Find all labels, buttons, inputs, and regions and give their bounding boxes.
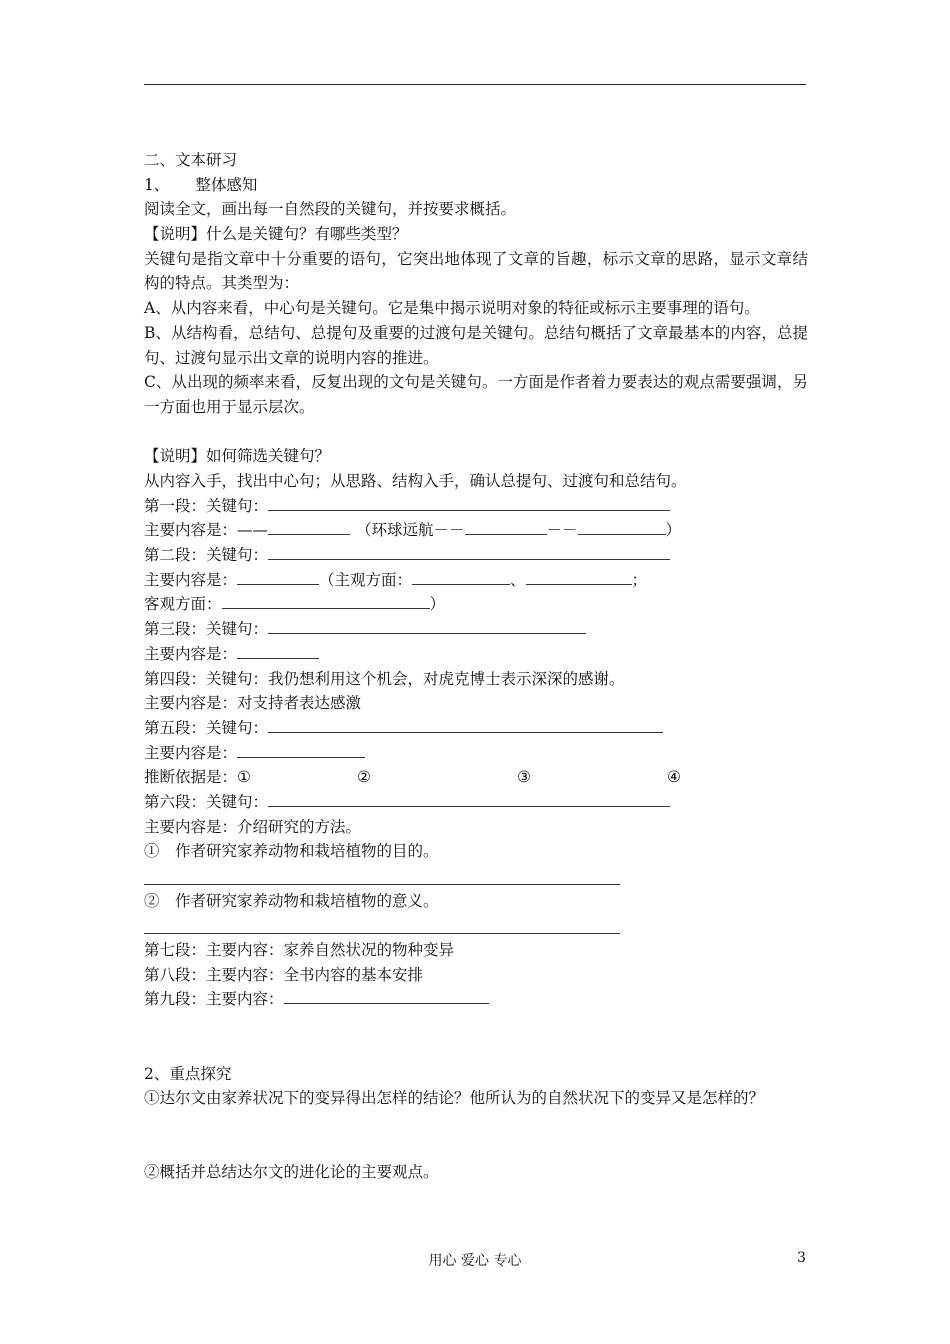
paragraph-7-main: 第七段：主要内容：家养自然状况的物种变异 <box>144 941 455 960</box>
paragraph-3-main: 主要内容是： <box>144 642 808 667</box>
content <box>144 148 808 1185</box>
paragraph-3-key-blank[interactable] <box>268 618 586 634</box>
paragraph-9-main-blank[interactable] <box>284 988 489 1004</box>
spacer <box>144 1136 808 1161</box>
part1-number: 1、 <box>144 175 170 194</box>
paragraph-3-main-blank[interactable] <box>237 643 319 659</box>
answer-line-purpose[interactable] <box>144 864 808 889</box>
paragraph-2-objective-blank[interactable] <box>222 593 430 609</box>
question-purpose: ① 作者研究家养动物和栽培植物的目的。 <box>144 842 439 861</box>
paragraph-2-subjective-blank-1[interactable] <box>412 569 510 585</box>
paragraph-5-basis: 推断依据是：① ② ③ ④ <box>144 765 808 790</box>
part1-title: 整体感知 <box>195 175 258 194</box>
paragraph-9-main: 第九段：主要内容： <box>144 987 808 1012</box>
paragraph-1-blank-2[interactable] <box>465 519 547 535</box>
spacer <box>144 1012 808 1037</box>
paragraph-1-main: 主要内容是：—— （环球远航－－ －－ ） <box>144 521 682 540</box>
part1-heading <box>144 173 808 198</box>
basis-mark-2: ② <box>357 768 371 787</box>
type-b: B、从结构看，总结句、总提句及重要的过渡句是关键句。总结句概括了文章最基本的内容，总提句、过渡句显示出文章的说明内容的推进。 <box>144 323 808 367</box>
paragraph-5-main-blank[interactable] <box>237 742 365 758</box>
paragraph-2-key: 第二段：关键句： <box>144 543 808 568</box>
paragraph-1-key: 第一段：关键句： <box>144 494 808 519</box>
paragraph-2-main: 主要内容是： （主观方面： 、 ； <box>144 570 648 589</box>
part2-title: 2、重点探究 <box>144 1064 232 1083</box>
paragraph-2-objective: 客观方面： ） <box>144 595 446 614</box>
basis-mark-1: ① <box>237 768 251 787</box>
question-significance: ② 作者研究家养动物和栽培植物的意义。 <box>144 891 439 910</box>
paragraph-3-key: 第三段：关键句： <box>144 617 808 642</box>
paragraph-1-key-blank[interactable] <box>268 495 670 511</box>
paragraph-1-main-blank[interactable] <box>268 519 350 535</box>
note-how-to-select: 【说明】如何筛选关键句？ <box>144 447 331 466</box>
note-key-sentence-types: 【说明】什么是关键句？有哪些类型？ <box>144 225 408 244</box>
part2-question-2: ②概括并总结达尔文的进化论的主要观点。 <box>144 1163 439 1182</box>
paragraph-5-main: 主要内容是： <box>144 741 808 766</box>
header-rule <box>144 84 806 85</box>
paragraph-6-key: 第六段：关键句： <box>144 790 808 815</box>
paragraph-5-key-blank[interactable] <box>268 717 663 733</box>
basis-mark-4: ④ <box>667 768 681 787</box>
spacer <box>144 1037 808 1062</box>
paragraph-4-key: 第四段：关键句：我仍想利用这个机会，对虎克博士表示深深的感谢。 <box>144 669 625 688</box>
page-number: 3 <box>797 1250 806 1266</box>
paragraph-2-key-blank[interactable] <box>268 544 670 560</box>
spacer <box>144 420 808 445</box>
instruction: 阅读全文，画出每一自然段的关键句，并按要求概括。 <box>144 200 517 219</box>
paragraph-4-main: 主要内容是：对支持者表达感激 <box>144 694 362 713</box>
basis-mark-3: ③ <box>517 768 531 787</box>
part2-question-1: ①达尔文由家养状况下的变异得出怎样的结论？他所认为的自然状况下的变异又是怎样的？ <box>144 1089 765 1108</box>
section-title: 二、文本研习 <box>144 151 238 169</box>
spacer <box>144 1111 808 1136</box>
type-a: A、从内容来看，中心句是关键句。它是集中揭示说明对象的特征或标示主要事理的语句。 <box>144 299 760 318</box>
footer-slogan: 用心 爱心 专心 <box>428 1253 522 1269</box>
definition-paragraph: 关键句是指文章中十分重要的语句，它突出地体现了文章的旨趣，标示文章的思路，显示文章结构的特点。其类型为： <box>144 249 808 293</box>
type-c: C、从出现的频率来看，反复出现的文句是关键句。一方面是作者着力要表达的观点需要强调，另一方面也用于显示层次。 <box>144 373 808 416</box>
paragraph-6-main: 主要内容是：介绍研究的方法。 <box>144 817 362 836</box>
paragraph-5-key: 第五段：关键句： <box>144 716 808 741</box>
method: 从内容入手，找出中心句；从思路、结构入手，确认总提句、过渡句和总结句。 <box>144 472 687 491</box>
answer-line-significance[interactable] <box>144 913 808 938</box>
paragraph-1-blank-3[interactable] <box>578 519 666 535</box>
paragraph-2-main-blank[interactable] <box>237 569 319 585</box>
paragraph-6-key-blank[interactable] <box>268 791 670 807</box>
paragraph-8-main: 第八段：主要内容：全书内容的基本安排 <box>144 965 424 984</box>
paragraph-2-subjective-blank-2[interactable] <box>526 569 632 585</box>
